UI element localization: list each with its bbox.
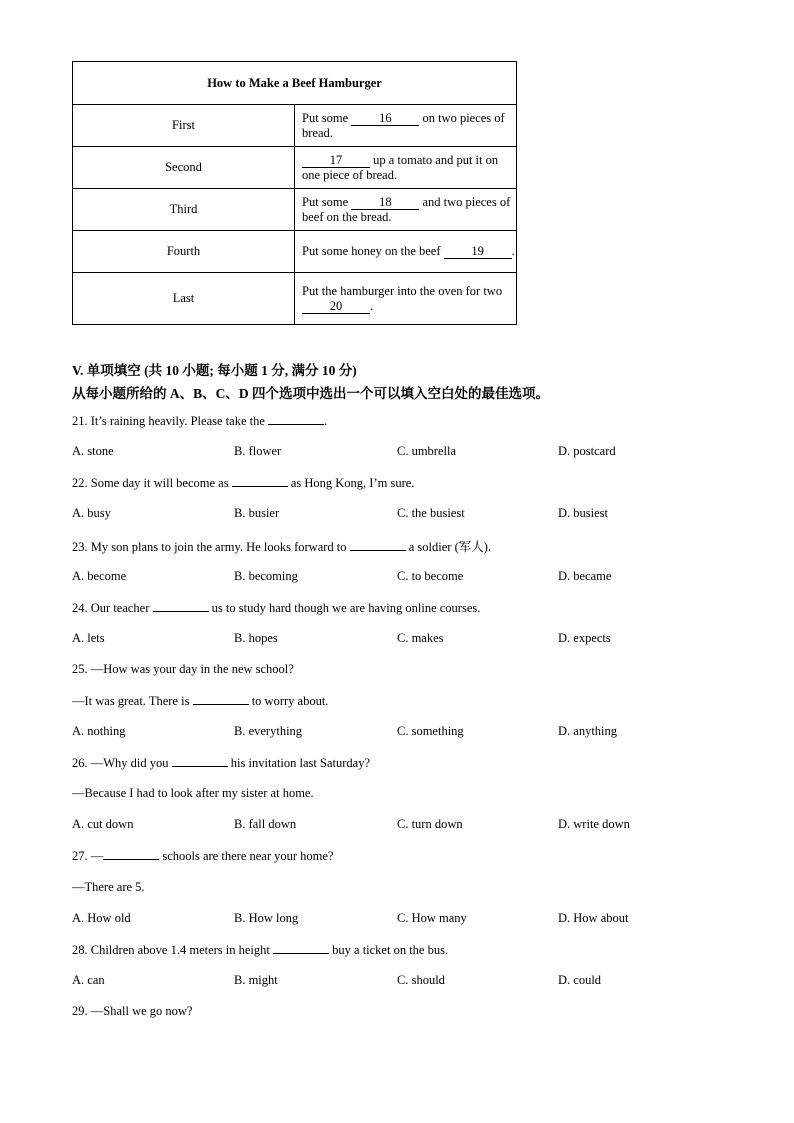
step-label: Third bbox=[73, 189, 295, 231]
question-stem bbox=[72, 942, 448, 958]
blank-16[interactable]: 16 bbox=[351, 112, 419, 126]
question-stem bbox=[72, 755, 370, 771]
answer-option[interactable]: A. How old bbox=[72, 911, 131, 925]
answer-option[interactable]: B. might bbox=[234, 973, 278, 987]
answer-option[interactable]: C. makes bbox=[397, 631, 444, 645]
answer-option[interactable]: D. expects bbox=[558, 631, 611, 645]
question-text: his invitation last Saturday? bbox=[227, 756, 370, 770]
answer-blank[interactable] bbox=[268, 413, 324, 425]
step-label: Fourth bbox=[73, 231, 295, 273]
answer-option[interactable]: B. busier bbox=[234, 506, 280, 520]
answer-option[interactable]: B. hopes bbox=[234, 631, 278, 645]
step-label: Last bbox=[73, 273, 295, 325]
question-text: 28. Children above 1.4 meters in height bbox=[72, 943, 274, 957]
table-title: How to Make a Beef Hamburger bbox=[73, 62, 517, 105]
answer-option[interactable]: C. turn down bbox=[397, 817, 463, 831]
question-text: . bbox=[324, 414, 328, 428]
question-text: schools are there near your home? bbox=[159, 849, 334, 863]
question-text: 26. —Why did you bbox=[72, 756, 172, 770]
step-text: Put some 18 and two pieces of beef on the bread. bbox=[295, 189, 517, 231]
question-text: 25. —How was your day in the new school? bbox=[72, 662, 294, 676]
section-instruction: 从每小题所给的 A、B、C、D 四个选项中选出一个可以填入空白处的最佳选项。 bbox=[72, 386, 550, 401]
question-text: us to study hard though we are having online courses. bbox=[208, 601, 481, 615]
answer-blank[interactable] bbox=[172, 755, 228, 767]
question-stem bbox=[72, 537, 491, 555]
answer-option[interactable]: A. stone bbox=[72, 444, 114, 458]
answer-option[interactable]: C. How many bbox=[397, 911, 467, 925]
question-text: 24. Our teacher bbox=[72, 601, 153, 615]
blank-17[interactable]: 17 bbox=[302, 154, 370, 168]
answer-option[interactable]: B. flower bbox=[234, 444, 282, 458]
question-stem bbox=[72, 475, 414, 491]
question-stem bbox=[72, 662, 294, 677]
question-stem bbox=[72, 413, 327, 429]
answer-blank[interactable] bbox=[232, 475, 288, 487]
answer-option[interactable]: A. can bbox=[72, 973, 105, 987]
answer-option[interactable]: D. postcard bbox=[558, 444, 616, 458]
step-label: First bbox=[73, 105, 295, 147]
step-text: Put some 16 on two pieces of bread. bbox=[295, 105, 517, 147]
question-text: buy a ticket on the bus. bbox=[329, 943, 449, 957]
question-text: —Because I had to look after my sister at home. bbox=[72, 786, 314, 800]
answer-option[interactable]: D. anything bbox=[558, 724, 618, 738]
answer-blank[interactable] bbox=[193, 693, 249, 705]
answer-blank[interactable] bbox=[103, 848, 159, 860]
answer-option[interactable]: C. to become bbox=[397, 569, 464, 583]
step-label: Second bbox=[73, 147, 295, 189]
answer-option[interactable]: B. everything bbox=[234, 724, 303, 738]
question-stem bbox=[72, 1004, 192, 1019]
table-row bbox=[73, 231, 517, 273]
answer-option[interactable]: A. become bbox=[72, 569, 127, 583]
blank-20[interactable]: 20 bbox=[302, 300, 370, 314]
answer-option[interactable]: A. nothing bbox=[72, 724, 126, 738]
answer-option[interactable]: D. became bbox=[558, 569, 612, 583]
answer-option[interactable]: A. busy bbox=[72, 506, 111, 520]
question-text: —It was great. There is bbox=[72, 694, 193, 708]
question-stem bbox=[72, 848, 333, 864]
answer-option[interactable]: C. something bbox=[397, 724, 464, 738]
question-text: a soldier (军人). bbox=[405, 540, 492, 554]
answer-option[interactable]: B. fall down bbox=[234, 817, 297, 831]
recipe-table bbox=[72, 61, 517, 325]
answer-option[interactable]: A. lets bbox=[72, 631, 105, 645]
question-text: 21. It’s raining heavily. Please take the bbox=[72, 414, 269, 428]
answer-option[interactable]: D. busiest bbox=[558, 506, 608, 520]
blank-18[interactable]: 18 bbox=[351, 196, 419, 210]
question-dialog-line bbox=[72, 880, 145, 895]
step-text: Put some honey on the beef 19 . bbox=[295, 231, 517, 273]
table-row bbox=[73, 273, 517, 325]
step-text: Put the hamburger into the oven for two 20 . bbox=[295, 273, 517, 325]
answer-option[interactable]: B. becoming bbox=[234, 569, 298, 583]
table-row bbox=[73, 147, 517, 189]
table-row bbox=[73, 105, 517, 147]
table-row bbox=[73, 189, 517, 231]
answer-blank[interactable] bbox=[273, 942, 329, 954]
answer-option[interactable]: D. How about bbox=[558, 911, 629, 925]
blank-19[interactable]: 19 bbox=[444, 245, 512, 259]
answer-option[interactable]: C. umbrella bbox=[397, 444, 457, 458]
answer-blank[interactable] bbox=[350, 539, 406, 551]
section-heading: V. 单项填空 (共 10 小题; 每小题 1 分, 满分 10 分) bbox=[72, 363, 357, 378]
question-stem bbox=[72, 600, 480, 616]
answer-option[interactable]: C. the busiest bbox=[397, 506, 465, 520]
question-text: as Hong Kong, I’m sure. bbox=[287, 476, 415, 490]
answer-option[interactable]: C. should bbox=[397, 973, 445, 987]
question-text: to worry about. bbox=[248, 694, 329, 708]
question-text: 29. —Shall we go now? bbox=[72, 1004, 193, 1018]
question-text: 22. Some day it will become as bbox=[72, 476, 232, 490]
question-text: 23. My son plans to join the army. He looks forward to bbox=[72, 540, 350, 554]
answer-option[interactable]: D. could bbox=[558, 973, 602, 987]
step-text: 17 up a tomato and put it on one piece of bread. bbox=[295, 147, 517, 189]
answer-option[interactable]: A. cut down bbox=[72, 817, 134, 831]
question-dialog-line bbox=[72, 693, 328, 709]
question-dialog-line bbox=[72, 786, 314, 801]
question-text: 27. — bbox=[72, 849, 104, 863]
question-text: —There are 5. bbox=[72, 880, 145, 894]
answer-option[interactable]: B. How long bbox=[234, 911, 299, 925]
answer-blank[interactable] bbox=[153, 600, 209, 612]
answer-option[interactable]: D. write down bbox=[558, 817, 630, 831]
